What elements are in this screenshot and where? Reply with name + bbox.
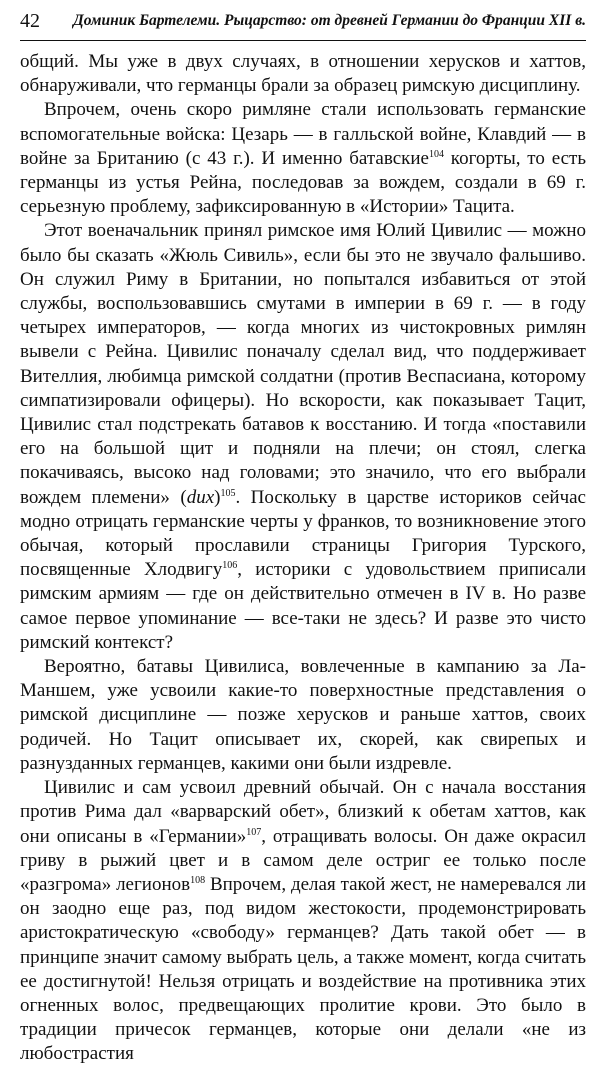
paragraph: Впрочем, очень скоро римляне стали использовать германские вспомогательные войска: Цезарь — в галльской войне, Клавдий — в войне за Британию (с 43 г.). И именно батавские$^{104}$ когорты, то есть германцы из устья Рейна, последовав за вождем, создали в 69 г. серьезную проблему, зафиксированную в «Истории» Тацита. [20, 99, 587, 218]
paragraph: общий. Мы уже в двух случаях, в отношении херусков и хаттов, обнаруживали, что германцы брали за образец римскую дисциплину. [20, 51, 586, 97]
footnote-ref: 105 [220, 487, 236, 499]
footnote-ref: 107 [246, 826, 262, 838]
footnote-ref: 108 [190, 874, 206, 886]
paragraph: Вероятно, батавы Цивилиса, вовлеченные в кампанию за Ла-Маншем, уже усвоили какие-то поверхностные представления о римской дисциплине — позже херусков и раньше хаттов, своих родичей. Но Тацит описывает их, скорей, как свирепых и разнузданных германцев, какими они были издревле. [20, 656, 586, 774]
running-title: Доминик Бартелеми. Рыцарство: от древней Германии до Франции XII в. [73, 12, 586, 29]
footnote-ref: 106 [222, 560, 238, 572]
paragraph: Этот военачальник принял римское имя Юлий Цивилис — можно было бы сказать «Жюль Сивиль», если бы это не звучало фальшиво. Он служил Риму в Британии, но попытался избавиться от этой службы, воспользовавшись смутами в империи в 69 г. — в году четырех императоров, — когда многих из чистокровных римлян вывели с Рейна. Цивилис поначалу сделал вид, что поддерживает Вителлия, любимца римской солдатни (против Веспасиана, которому симпатизировали офицеры). Но вскорости, как показывает Тацит, Цивилис стал подстрекать батавов к восстанию. И тогда «поставили его на большой щит и подняли на плечи; он стоял, слегка покачиваясь, высоко над головами; это значило, что его выбрали вождем племени» (dux)$^{105}$. Поскольку в царстве историков сейчас модно отрицать германские черты у франков, то возникновение этого обычая, который прославили страницы Григория Турского, посвященные Хлодвигу$^{106}$, историки с удовольствием приписали римским армиям — где он действительно отмечен в IV в. Но разве самое первое упоминание — все-таки не здесь? И разве это чисто римский контекст? [20, 220, 586, 653]
body-text [20, 50, 586, 1067]
latin-term: dux [186, 486, 215, 508]
page-number: 42 [20, 10, 40, 32]
paragraph: Цивилис и сам усвоил древний обычай. Он с начала восстания против Рима дал «варварский обет», близкий к обетам хаттов, как они описаны в «Германии»$^{107}$, отращивать волосы. Он даже окрасил гриву в рыжий цвет и в самом деле остриг ее только после «разгрома» легионов$^{108}$ Впрочем, делая такой жест, не намеревался ли он заодно еще раз, под видом жестокости, продемонстрировать аристократическую «свободу» германцев? Дать такой обет — в принципе значит самому выбрать цель, а также момент, когда считать ее достигнутой! Нельзя отрицать и воздействие на противника этих огненных волос, предвещающих пролитие крови. Это было в традиции причесок германцев, которые они делали «не из любострастия [20, 777, 587, 1065]
running-header [20, 6, 586, 41]
footnote-ref: 104 [428, 148, 444, 160]
